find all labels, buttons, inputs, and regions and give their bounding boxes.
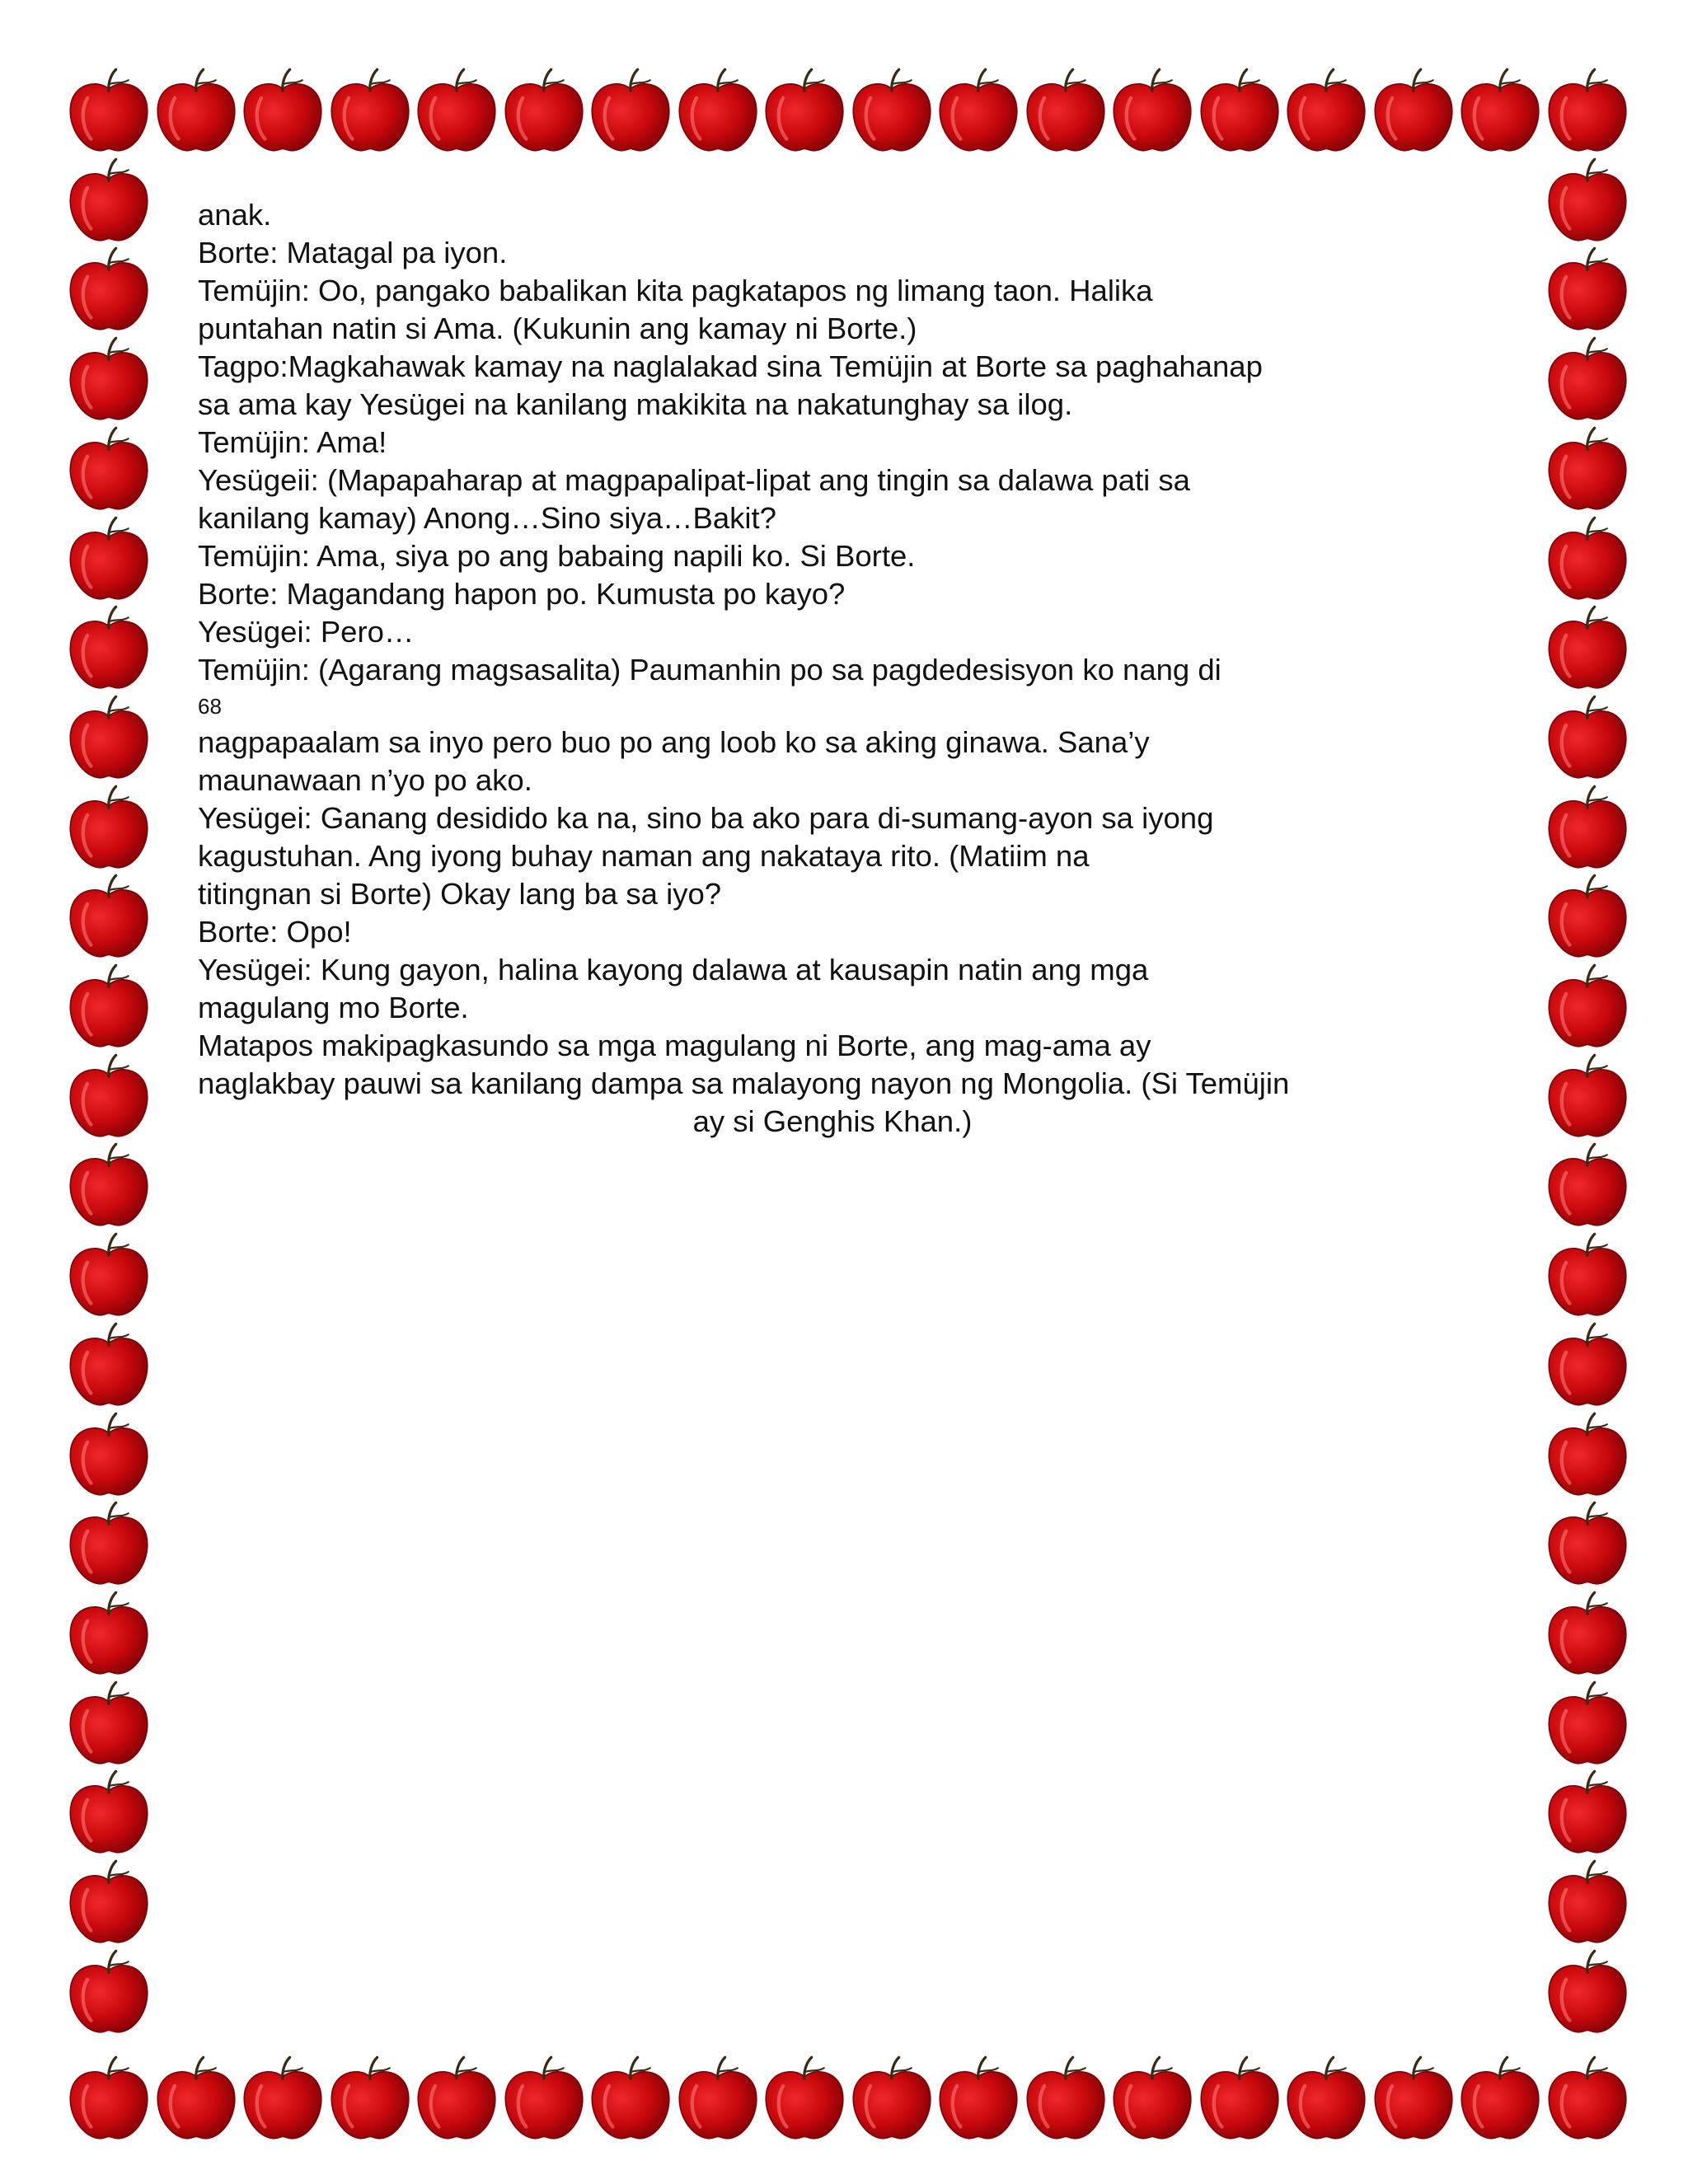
apple-icon	[1456, 66, 1545, 155]
apple-icon	[1543, 962, 1632, 1051]
apple-icon	[760, 66, 849, 155]
apple-icon	[1543, 1858, 1632, 1947]
apple-icon	[64, 1768, 153, 1857]
apple-icon	[1543, 245, 1632, 334]
apple-icon	[64, 66, 153, 155]
apple-icon	[499, 2054, 588, 2143]
apple-icon	[1543, 335, 1632, 424]
apple-icon	[1543, 693, 1632, 782]
apple-icon	[152, 66, 241, 155]
apple-icon	[1543, 1947, 1632, 2036]
apple-icon	[1282, 2054, 1371, 2143]
apple-icon	[64, 1499, 153, 1588]
apple-icon	[326, 2054, 415, 2143]
apple-icon	[1543, 424, 1632, 513]
apple-icon	[1369, 66, 1458, 155]
apple-icon	[64, 156, 153, 245]
apple-icon	[1543, 156, 1632, 245]
apple-icon	[64, 603, 153, 692]
text-line: Temüjin: Oo, pangako babalikan kita pagkatapos ng limang taon. Halika	[198, 274, 1153, 307]
text-line: Temüjin: (Agarang magsasalita) Paumanhin po sa pagdedesisyon ko nang di	[198, 653, 1221, 687]
apple-icon	[1543, 1589, 1632, 1678]
apple-icon	[586, 2054, 675, 2143]
text-line: Temüjin: Ama!	[198, 425, 387, 459]
apple-icon	[64, 335, 153, 424]
apple-icon	[499, 66, 588, 155]
apple-icon	[64, 1052, 153, 1141]
apple-icon	[1543, 872, 1632, 961]
text-line: puntahan natin si Ama. (Kukunin ang kamay ni Borte.)	[198, 312, 917, 345]
apple-icon	[1543, 1052, 1632, 1141]
text-line: kagustuhan. Ang iyong buhay naman ang nakataya rito. (Matiim na	[198, 839, 1090, 873]
apple-icon	[64, 1947, 153, 2036]
apple-icon	[1543, 1141, 1632, 1230]
apple-icon	[64, 1858, 153, 1947]
apple-icon	[1543, 514, 1632, 603]
apple-icon	[1108, 66, 1197, 155]
apple-icon	[1543, 1320, 1632, 1409]
apple-icon	[934, 2054, 1023, 2143]
apple-icon	[1108, 2054, 1197, 2143]
document-body	[198, 196, 1418, 1141]
apple-icon	[64, 424, 153, 513]
apple-icon	[64, 1589, 153, 1678]
text-line: Yesügeii: (Mapapaharap at magpapalipat-lipat ang tingin sa dalawa pati sa	[198, 463, 1190, 497]
page-number: 68	[198, 694, 222, 719]
text-line: Matapos makipagkasundo sa mga magulang ni Borte, ang mag-ama ay	[198, 1029, 1151, 1062]
text-line: Temüjin: Ama, siya po ang babaing napili ko. Si Borte.	[198, 539, 916, 573]
apple-icon	[934, 66, 1023, 155]
closing-line: ay si Genghis Khan.)	[692, 1104, 973, 1138]
apple-icon	[673, 66, 762, 155]
apple-icon	[1543, 1410, 1632, 1499]
apple-icon	[1543, 1679, 1632, 1768]
text-line: Tagpo:Magkahawak kamay na naglalakad sina Temüjin at Borte sa paghahanap	[198, 349, 1263, 383]
apple-icon	[1543, 603, 1632, 692]
apple-icon	[847, 2054, 936, 2143]
apple-icon	[1543, 1230, 1632, 1319]
text-line: naglakbay pauwi sa kanilang dampa sa malayong nayon ng Mongolia. (Si Temüjin	[198, 1066, 1290, 1100]
apple-icon	[1543, 783, 1632, 872]
apple-icon	[412, 2054, 501, 2143]
text-line: sa ama kay Yesügei na kanilang makikita na nakatunghay sa ilog.	[198, 387, 1073, 421]
apple-icon	[847, 66, 936, 155]
apple-icon	[412, 66, 501, 155]
text-line: kanilang kamay) Anong…Sino siya…Bakit?	[198, 501, 776, 535]
apple-icon	[64, 245, 153, 334]
apple-icon	[1543, 1499, 1632, 1588]
apple-icon	[1195, 2054, 1284, 2143]
apple-icon	[64, 1141, 153, 1230]
apple-icon	[64, 872, 153, 961]
apple-icon	[1021, 2054, 1110, 2143]
apple-icon	[1456, 2054, 1545, 2143]
apple-icon	[1195, 66, 1284, 155]
text-line: Yesügei: Pero…	[198, 615, 415, 649]
apple-icon	[152, 2054, 241, 2143]
apple-icon	[64, 1230, 153, 1319]
text-line: magulang mo Borte.	[198, 991, 469, 1024]
text-line: Borte: Magandang hapon po. Kumusta po kayo?	[198, 577, 846, 611]
apple-icon	[64, 1320, 153, 1409]
text-line: titingnan si Borte) Okay lang ba sa iyo?	[198, 877, 722, 911]
text-line: Borte: Opo!	[198, 915, 352, 949]
apple-icon	[64, 1410, 153, 1499]
apple-icon	[1543, 1768, 1632, 1857]
apple-icon	[64, 1679, 153, 1768]
apple-icon	[64, 2054, 153, 2143]
apple-icon	[64, 783, 153, 872]
apple-icon	[64, 514, 153, 603]
text-line: Yesügei: Kung gayon, halina kayong dalawa at kausapin natin ang mga	[198, 953, 1149, 987]
apple-icon	[326, 66, 415, 155]
apple-icon	[673, 2054, 762, 2143]
apple-icon	[64, 962, 153, 1051]
apple-icon	[1543, 2054, 1632, 2143]
apple-icon	[1282, 66, 1371, 155]
text-line: maunawaan n’yo po ako.	[198, 763, 532, 797]
text-line: anak.	[198, 198, 272, 232]
apple-icon	[64, 693, 153, 782]
apple-icon	[1543, 66, 1632, 155]
apple-icon	[760, 2054, 849, 2143]
apple-icon	[238, 2054, 327, 2143]
apple-icon	[238, 66, 327, 155]
text-line: nagpapaalam sa inyo pero buo po ang loob ko sa aking ginawa. Sana’y	[198, 725, 1150, 759]
text-line: Yesügei: Ganang desidido ka na, sino ba ako para di-sumang-ayon sa iyong	[198, 801, 1214, 835]
text-line: Borte: Matagal pa iyon.	[198, 236, 508, 269]
apple-icon	[1021, 66, 1110, 155]
apple-icon	[586, 66, 675, 155]
apple-icon	[1369, 2054, 1458, 2143]
